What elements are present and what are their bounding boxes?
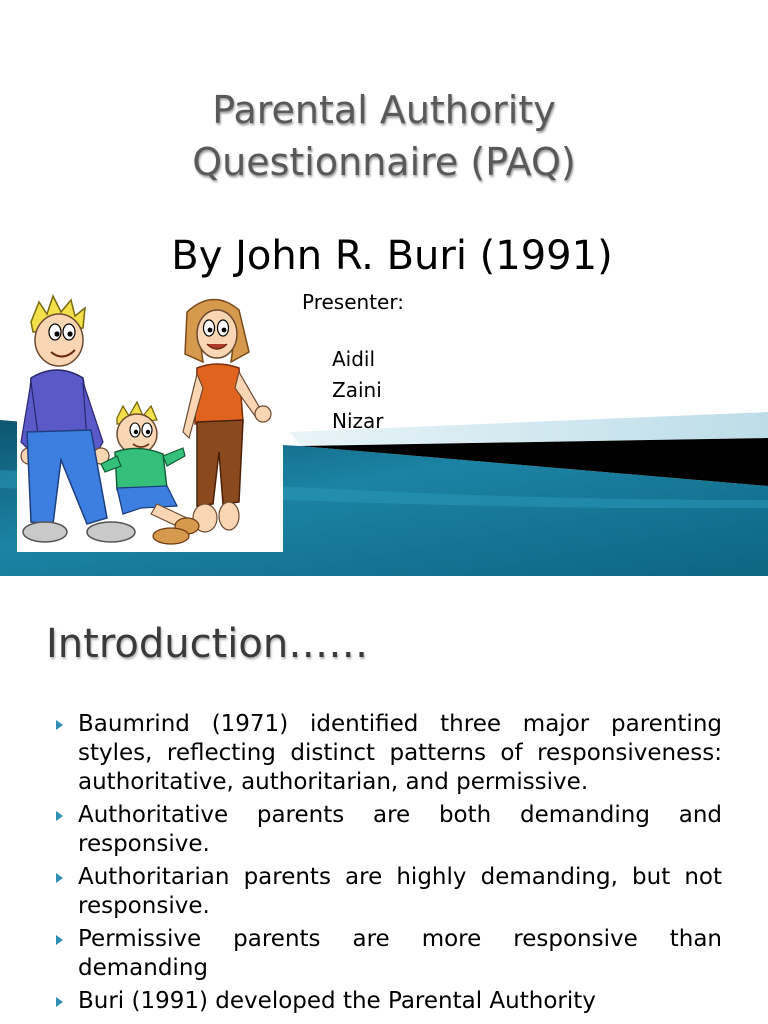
title-line-2: Questionnaire (PAQ) [192, 140, 576, 184]
bullet-text: Permissive parents are more responsive than demanding [78, 926, 722, 981]
triangle-bullet-icon [56, 997, 63, 1007]
presenter-label: Presenter: [302, 290, 404, 314]
bullet-item [54, 987, 722, 1016]
bullet-text: Buri (1991) developed the Parental Authority [78, 988, 596, 1014]
author-byline: By John R. Buri (1991) [171, 233, 613, 279]
presenter-name: Nizar [332, 409, 384, 433]
bullet-item [54, 925, 722, 983]
bullet-text: Authoritarian parents are highly demanding, but not responsive. [78, 864, 722, 919]
triangle-bullet-icon [56, 811, 63, 821]
introduction-heading: Introduction…… [46, 621, 369, 667]
bullet-item [54, 801, 722, 859]
bullet-list [54, 710, 722, 1020]
family-cartoon-image [17, 292, 283, 552]
triangle-bullet-icon [56, 720, 63, 730]
triangle-bullet-icon [56, 935, 63, 945]
family-illustration-icon [17, 292, 283, 552]
bullet-item [54, 710, 722, 797]
bullet-item [54, 863, 722, 921]
presenter-name: Zaini [332, 378, 382, 402]
presenter-name: Aidil [332, 347, 376, 371]
bullet-text: Baumrind (1971) identified three major parenting styles, reflecting distinct patterns of responsiveness: authoritative, authoritarian, and permissive. [78, 711, 722, 795]
introduction-slide [0, 576, 768, 1024]
title-line-1: Parental Authority [212, 88, 556, 132]
triangle-bullet-icon [56, 873, 63, 883]
bullet-text: Authoritative parents are both demanding and responsive. [78, 802, 722, 857]
slide-title [0, 84, 768, 188]
presenter-list [332, 344, 384, 437]
